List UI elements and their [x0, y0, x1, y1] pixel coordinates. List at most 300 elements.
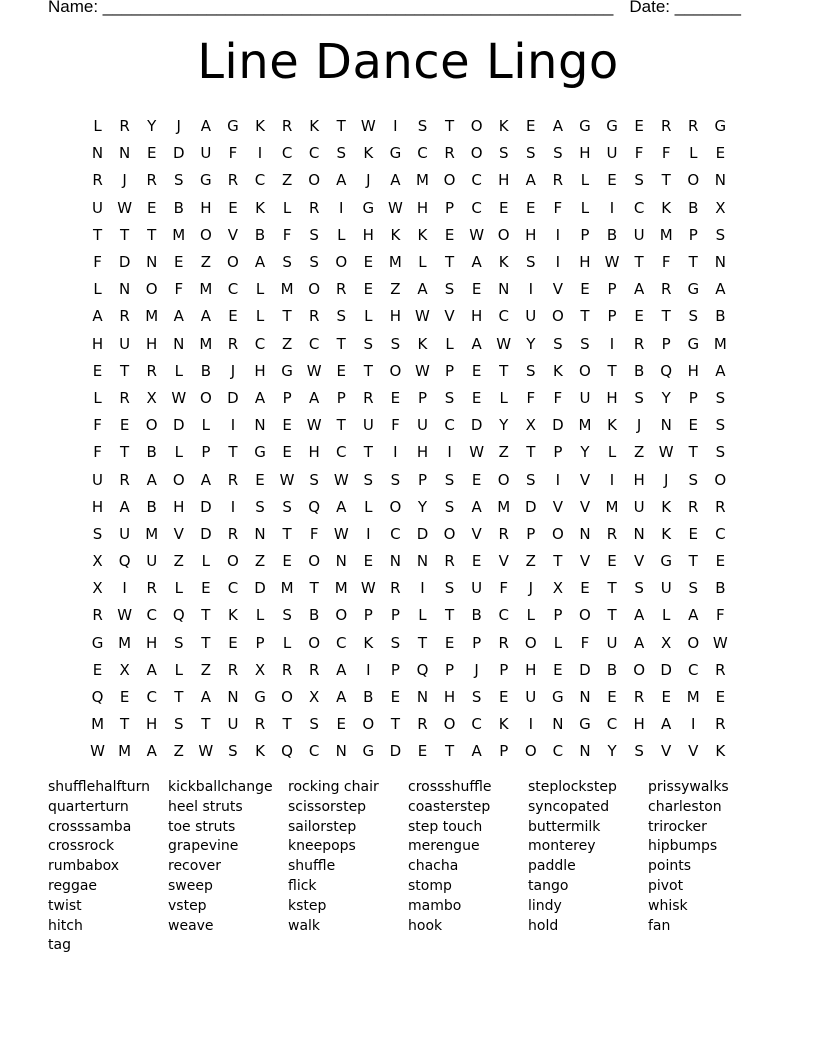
grid-letter[interactable]: X — [92, 552, 103, 571]
grid-letter[interactable]: S — [498, 144, 509, 163]
grid-letter[interactable]: E — [661, 688, 671, 707]
grid-letter[interactable]: H — [362, 225, 374, 244]
grid-letter[interactable]: P — [390, 606, 400, 625]
grid-letter[interactable]: A — [254, 253, 266, 272]
grid-letter[interactable]: H — [579, 144, 591, 163]
grid-letter[interactable]: O — [470, 117, 483, 136]
grid-letter[interactable]: G — [362, 742, 375, 761]
grid-letter[interactable]: L — [445, 334, 454, 353]
grid-letter[interactable]: W — [117, 606, 133, 625]
grid-letter[interactable]: T — [336, 416, 346, 435]
grid-letter[interactable]: Q — [416, 660, 429, 679]
grid-letter[interactable]: X — [146, 388, 157, 407]
grid-letter[interactable]: N — [146, 253, 158, 272]
grid-letter[interactable]: O — [145, 416, 158, 435]
grid-letter[interactable]: G — [687, 280, 700, 299]
grid-letter[interactable]: F — [93, 253, 102, 272]
grid-letter[interactable]: S — [282, 497, 292, 516]
grid-letter[interactable]: T — [120, 715, 130, 734]
grid-letter[interactable]: A — [336, 497, 347, 516]
grid-letter[interactable]: Z — [254, 552, 266, 571]
grid-letter[interactable]: B — [146, 443, 157, 462]
grid-letter[interactable]: H — [633, 715, 645, 734]
grid-letter[interactable]: I — [447, 443, 452, 462]
grid-letter[interactable]: L — [174, 579, 183, 598]
grid-letter[interactable]: T — [526, 443, 536, 462]
grid-letter[interactable]: C — [633, 198, 645, 217]
grid-letter[interactable]: J — [663, 470, 669, 489]
grid-letter[interactable]: D — [470, 416, 483, 435]
grid-letter[interactable]: M — [280, 280, 294, 299]
grid-letter[interactable]: T — [336, 334, 346, 353]
grid-letter[interactable]: E — [282, 443, 292, 462]
grid-letter[interactable]: P — [445, 198, 455, 217]
grid-letter[interactable]: P — [688, 388, 698, 407]
grid-letter[interactable]: B — [606, 660, 618, 679]
grid-letter[interactable]: N — [119, 280, 131, 299]
grid-letter[interactable]: M — [497, 497, 511, 516]
grid-letter[interactable]: O — [389, 361, 402, 380]
grid-letter[interactable]: I — [609, 198, 615, 217]
grid-letter[interactable]: V — [444, 307, 455, 326]
grid-letter[interactable]: R — [633, 334, 645, 353]
grid-letter[interactable]: S — [417, 117, 428, 136]
grid-letter[interactable]: I — [366, 660, 371, 679]
grid-letter[interactable]: S — [228, 742, 238, 761]
grid-letter[interactable]: Z — [173, 742, 184, 761]
grid-letter[interactable]: O — [335, 606, 348, 625]
grid-letter[interactable]: V — [227, 225, 239, 244]
grid-letter[interactable]: H — [633, 470, 645, 489]
grid-letter[interactable]: M — [91, 715, 105, 734]
grid-letter[interactable]: W — [415, 361, 430, 380]
grid-letter[interactable]: J — [230, 361, 236, 380]
grid-letter[interactable]: L — [526, 606, 535, 625]
grid-letter[interactable]: X — [715, 198, 726, 217]
grid-letter[interactable]: C — [606, 715, 618, 734]
grid-letter[interactable]: E — [580, 280, 590, 299]
grid-letter[interactable]: Y — [580, 443, 590, 462]
grid-letter[interactable]: R — [444, 552, 455, 571]
grid-letter[interactable]: S — [309, 225, 319, 244]
grid-letter[interactable]: Q — [172, 606, 185, 625]
grid-letter[interactable]: F — [634, 144, 644, 163]
grid-letter[interactable]: L — [662, 606, 671, 625]
grid-letter[interactable]: Y — [147, 117, 157, 136]
grid-letter[interactable]: I — [339, 198, 344, 217]
grid-letter[interactable]: P — [336, 388, 346, 407]
grid-letter[interactable]: L — [201, 552, 211, 571]
grid-letter[interactable]: W — [306, 361, 322, 380]
grid-letter[interactable]: O — [335, 253, 348, 272]
grid-letter[interactable]: F — [499, 579, 509, 598]
grid-letter[interactable]: F — [391, 416, 400, 435]
grid-letter[interactable]: P — [472, 633, 482, 652]
grid-letter[interactable]: Y — [499, 416, 509, 435]
grid-letter[interactable]: N — [552, 715, 564, 734]
grid-letter[interactable]: E — [417, 742, 428, 761]
grid-letter[interactable]: S — [715, 225, 726, 244]
grid-letter[interactable]: O — [227, 552, 239, 571]
grid-letter[interactable]: P — [445, 361, 455, 380]
grid-letter[interactable]: T — [363, 443, 373, 462]
grid-letter[interactable]: S — [634, 388, 644, 407]
grid-letter[interactable]: S — [92, 524, 103, 543]
grid-letter[interactable]: N — [254, 524, 266, 543]
grid-letter[interactable]: E — [92, 361, 103, 380]
grid-letter[interactable]: T — [174, 688, 184, 707]
grid-letter[interactable]: R — [633, 688, 645, 707]
grid-letter[interactable]: S — [634, 171, 644, 190]
grid-letter[interactable]: A — [390, 171, 401, 190]
grid-letter[interactable]: A — [200, 688, 211, 707]
grid-letter[interactable]: N — [660, 416, 672, 435]
grid-letter[interactable]: T — [363, 361, 373, 380]
grid-letter[interactable]: T — [607, 579, 617, 598]
grid-letter[interactable]: R — [92, 171, 103, 190]
grid-letter[interactable]: L — [499, 388, 508, 407]
grid-letter[interactable]: E — [526, 198, 536, 217]
grid-letter[interactable]: G — [606, 117, 618, 136]
grid-letter[interactable]: K — [228, 606, 238, 625]
grid-letter[interactable]: U — [633, 225, 645, 244]
grid-letter[interactable]: P — [445, 660, 455, 679]
grid-letter[interactable]: R — [146, 171, 157, 190]
grid-letter[interactable]: B — [363, 688, 374, 707]
grid-letter[interactable]: A — [146, 660, 157, 679]
grid-letter[interactable]: E — [553, 660, 563, 679]
grid-letter[interactable]: R — [92, 606, 103, 625]
grid-letter[interactable]: P — [688, 225, 698, 244]
grid-letter[interactable]: H — [389, 307, 402, 326]
grid-letter[interactable]: U — [146, 552, 158, 571]
grid-letter[interactable]: E — [146, 144, 157, 163]
grid-letter[interactable]: S — [309, 715, 319, 734]
grid-letter[interactable]: S — [688, 579, 699, 598]
grid-letter[interactable]: S — [526, 470, 536, 489]
grid-letter[interactable]: S — [336, 144, 346, 163]
grid-letter[interactable]: M — [199, 334, 213, 353]
grid-letter[interactable]: G — [91, 633, 104, 652]
grid-letter[interactable]: M — [145, 307, 159, 326]
grid-letter[interactable]: C — [390, 524, 401, 543]
grid-letter[interactable]: R — [715, 660, 726, 679]
grid-letter[interactable]: C — [552, 742, 564, 761]
grid-letter[interactable]: U — [579, 388, 591, 407]
grid-letter[interactable]: A — [336, 660, 347, 679]
grid-letter[interactable]: G — [281, 361, 293, 380]
grid-letter[interactable]: B — [471, 606, 482, 625]
grid-letter[interactable]: G — [714, 117, 727, 136]
grid-letter[interactable]: E — [688, 416, 698, 435]
grid-letter[interactable]: T — [120, 443, 130, 462]
grid-letter[interactable]: E — [526, 117, 536, 136]
grid-letter[interactable]: J — [366, 171, 371, 190]
grid-letter[interactable]: R — [688, 117, 699, 136]
grid-letter[interactable]: X — [119, 660, 130, 679]
grid-letter[interactable]: N — [714, 171, 726, 190]
grid-letter[interactable]: O — [308, 171, 321, 190]
grid-letter[interactable]: H — [146, 715, 158, 734]
grid-letter[interactable]: H — [91, 497, 104, 516]
grid-letter[interactable]: E — [363, 253, 374, 272]
grid-letter[interactable]: L — [418, 606, 427, 625]
grid-letter[interactable]: C — [281, 144, 293, 163]
grid-letter[interactable]: W — [90, 742, 105, 761]
grid-letter[interactable]: T — [147, 225, 157, 244]
grid-letter[interactable]: T — [282, 715, 292, 734]
grid-letter[interactable]: W — [198, 742, 214, 761]
grid-letter[interactable]: R — [119, 470, 130, 489]
grid-letter[interactable]: A — [200, 307, 211, 326]
grid-letter[interactable]: H — [416, 198, 429, 217]
grid-letter[interactable]: K — [661, 524, 672, 543]
grid-letter[interactable]: I — [393, 443, 398, 462]
grid-letter[interactable]: P — [607, 280, 617, 299]
grid-letter[interactable]: O — [470, 144, 483, 163]
grid-letter[interactable]: H — [443, 688, 456, 707]
grid-letter[interactable]: X — [254, 660, 266, 679]
grid-letter[interactable]: O — [308, 280, 321, 299]
grid-letter[interactable]: R — [281, 117, 293, 136]
grid-letter[interactable]: R — [254, 715, 266, 734]
grid-letter[interactable]: A — [715, 280, 726, 299]
grid-letter[interactable]: O — [389, 497, 402, 516]
grid-letter[interactable]: N — [714, 253, 726, 272]
grid-letter[interactable]: E — [498, 198, 509, 217]
grid-letter[interactable]: K — [363, 633, 374, 652]
grid-letter[interactable]: Z — [281, 334, 293, 353]
grid-letter[interactable]: T — [553, 552, 563, 571]
grid-letter[interactable]: C — [308, 144, 320, 163]
grid-letter[interactable]: H — [470, 307, 483, 326]
grid-letter[interactable]: F — [174, 280, 184, 299]
grid-letter[interactable]: E — [471, 388, 482, 407]
grid-letter[interactable]: S — [526, 144, 536, 163]
grid-letter[interactable]: I — [230, 497, 236, 516]
grid-letter[interactable]: E — [607, 552, 617, 571]
grid-letter[interactable]: A — [309, 388, 320, 407]
grid-letter[interactable]: F — [661, 253, 671, 272]
grid-letter[interactable]: H — [146, 334, 158, 353]
grid-letter[interactable]: R — [444, 144, 455, 163]
grid-letter[interactable]: Z — [200, 660, 211, 679]
grid-letter[interactable]: D — [227, 388, 239, 407]
grid-letter[interactable]: K — [390, 225, 401, 244]
grid-letter[interactable]: A — [119, 497, 130, 516]
grid-letter[interactable]: L — [418, 253, 427, 272]
grid-letter[interactable]: O — [714, 470, 727, 489]
grid-letter[interactable]: U — [416, 416, 428, 435]
grid-letter[interactable]: W — [469, 443, 485, 462]
grid-letter[interactable]: R — [119, 117, 130, 136]
grid-letter[interactable]: D — [579, 660, 591, 679]
grid-letter[interactable]: J — [122, 171, 127, 190]
grid-letter[interactable]: F — [282, 225, 292, 244]
grid-letter[interactable]: P — [201, 443, 211, 462]
grid-letter[interactable]: B — [633, 361, 645, 380]
grid-letter[interactable]: M — [416, 171, 429, 190]
grid-letter[interactable]: A — [552, 117, 563, 136]
grid-letter[interactable]: A — [471, 497, 482, 516]
grid-letter[interactable]: J — [528, 579, 533, 598]
grid-letter[interactable]: L — [255, 307, 265, 326]
grid-letter[interactable]: Z — [390, 280, 401, 299]
grid-letter[interactable]: V — [552, 280, 563, 299]
grid-letter[interactable]: S — [363, 470, 374, 489]
grid-letter[interactable]: G — [687, 334, 700, 353]
grid-letter[interactable]: N — [227, 688, 239, 707]
grid-letter[interactable]: C — [471, 715, 482, 734]
grid-letter[interactable]: N — [91, 144, 104, 163]
grid-letter[interactable]: T — [417, 633, 428, 652]
grid-letter[interactable]: T — [282, 524, 292, 543]
grid-letter[interactable]: N — [254, 416, 266, 435]
grid-letter[interactable]: A — [173, 307, 184, 326]
grid-letter[interactable]: B — [254, 225, 266, 244]
grid-letter[interactable]: C — [336, 633, 347, 652]
grid-letter[interactable]: H — [579, 253, 591, 272]
grid-letter[interactable]: S — [444, 470, 455, 489]
grid-letter[interactable]: J — [636, 416, 642, 435]
grid-letter[interactable]: R — [660, 280, 672, 299]
grid-letter[interactable]: T — [607, 361, 617, 380]
grid-letter[interactable]: D — [118, 253, 131, 272]
grid-letter[interactable]: N — [335, 552, 347, 571]
grid-letter[interactable]: A — [633, 606, 645, 625]
grid-letter[interactable]: W — [333, 470, 349, 489]
grid-letter[interactable]: R — [715, 497, 726, 516]
grid-letter[interactable]: R — [498, 524, 509, 543]
grid-letter[interactable]: A — [200, 470, 211, 489]
grid-letter[interactable]: B — [200, 361, 211, 380]
grid-letter[interactable]: U — [525, 688, 537, 707]
grid-letter[interactable]: R — [336, 280, 347, 299]
grid-letter[interactable]: M — [145, 524, 159, 543]
grid-letter[interactable]: P — [553, 606, 563, 625]
grid-letter[interactable]: E — [471, 280, 482, 299]
grid-letter[interactable]: H — [146, 633, 158, 652]
grid-letter[interactable]: K — [552, 361, 563, 380]
grid-letter[interactable]: Q — [91, 688, 104, 707]
grid-letter[interactable]: D — [172, 416, 185, 435]
grid-letter[interactable]: H — [525, 225, 537, 244]
grid-letter[interactable]: J — [176, 117, 181, 136]
grid-letter[interactable]: L — [255, 606, 265, 625]
grid-letter[interactable]: D — [200, 524, 212, 543]
grid-letter[interactable]: T — [444, 742, 455, 761]
grid-letter[interactable]: O — [443, 715, 456, 734]
grid-letter[interactable]: E — [201, 579, 211, 598]
grid-letter[interactable]: Q — [281, 742, 293, 761]
grid-letter[interactable]: T — [688, 443, 698, 462]
grid-letter[interactable]: I — [528, 280, 533, 299]
grid-letter[interactable]: D — [525, 497, 537, 516]
grid-letter[interactable]: E — [444, 225, 455, 244]
grid-letter[interactable]: W — [306, 416, 322, 435]
grid-letter[interactable]: E — [363, 280, 374, 299]
grid-letter[interactable]: U — [200, 144, 212, 163]
grid-letter[interactable]: U — [606, 633, 618, 652]
grid-letter[interactable]: R — [227, 524, 239, 543]
grid-letter[interactable]: R — [227, 470, 239, 489]
grid-letter[interactable]: C — [254, 334, 266, 353]
grid-letter[interactable]: M — [605, 497, 619, 516]
grid-letter[interactable]: T — [201, 606, 211, 625]
grid-letter[interactable]: O — [551, 524, 564, 543]
grid-letter[interactable]: S — [715, 416, 726, 435]
grid-letter[interactable]: E — [174, 253, 184, 272]
grid-letter[interactable]: E — [390, 688, 401, 707]
grid-letter[interactable]: T — [607, 606, 617, 625]
grid-letter[interactable]: A — [471, 742, 482, 761]
grid-letter[interactable]: M — [280, 579, 294, 598]
grid-letter[interactable]: T — [390, 715, 400, 734]
grid-letter[interactable]: S — [390, 334, 401, 353]
grid-letter[interactable]: S — [309, 253, 319, 272]
grid-letter[interactable]: S — [444, 388, 455, 407]
grid-letter[interactable]: O — [362, 715, 375, 734]
grid-letter[interactable]: W — [658, 443, 674, 462]
grid-letter[interactable]: K — [417, 334, 428, 353]
grid-letter[interactable]: Y — [526, 334, 536, 353]
grid-letter[interactable]: G — [254, 443, 266, 462]
grid-letter[interactable]: E — [228, 198, 238, 217]
grid-letter[interactable]: R — [660, 117, 672, 136]
grid-letter[interactable]: L — [174, 660, 183, 679]
grid-letter[interactable]: E — [255, 470, 265, 489]
grid-letter[interactable]: H — [173, 497, 185, 516]
grid-letter[interactable]: S — [526, 253, 536, 272]
grid-letter[interactable]: M — [388, 253, 402, 272]
grid-letter[interactable]: W — [712, 633, 728, 652]
grid-letter[interactable]: S — [688, 307, 699, 326]
grid-letter[interactable]: U — [119, 524, 131, 543]
grid-letter[interactable]: C — [254, 171, 266, 190]
grid-letter[interactable]: L — [337, 225, 346, 244]
grid-letter[interactable]: F — [716, 606, 725, 625]
grid-letter[interactable]: C — [146, 606, 157, 625]
grid-letter[interactable]: N — [119, 144, 131, 163]
grid-letter[interactable]: K — [715, 742, 726, 761]
grid-letter[interactable]: K — [498, 253, 509, 272]
grid-letter[interactable]: W — [360, 579, 376, 598]
grid-letter[interactable]: K — [255, 198, 265, 217]
grid-letter[interactable]: C — [498, 307, 509, 326]
grid-letter[interactable]: F — [93, 443, 102, 462]
grid-letter[interactable]: F — [228, 144, 238, 163]
grid-letter[interactable]: F — [526, 388, 536, 407]
grid-letter[interactable]: E — [715, 688, 726, 707]
grid-letter[interactable]: L — [553, 633, 563, 652]
grid-letter[interactable]: M — [659, 225, 673, 244]
grid-letter[interactable]: S — [444, 579, 455, 598]
grid-letter[interactable]: K — [417, 225, 428, 244]
grid-letter[interactable]: Z — [173, 552, 184, 571]
grid-letter[interactable]: M — [172, 225, 186, 244]
grid-letter[interactable]: I — [393, 117, 398, 136]
grid-letter[interactable]: L — [689, 144, 698, 163]
grid-letter[interactable]: W — [387, 198, 403, 217]
grid-letter[interactable]: D — [389, 742, 402, 761]
grid-letter[interactable]: A — [633, 280, 645, 299]
grid-letter[interactable]: C — [146, 688, 157, 707]
grid-letter[interactable]: E — [498, 688, 509, 707]
grid-letter[interactable]: T — [634, 253, 644, 272]
grid-letter[interactable]: B — [715, 579, 726, 598]
grid-letter[interactable]: V — [688, 742, 699, 761]
grid-letter[interactable]: U — [471, 579, 483, 598]
